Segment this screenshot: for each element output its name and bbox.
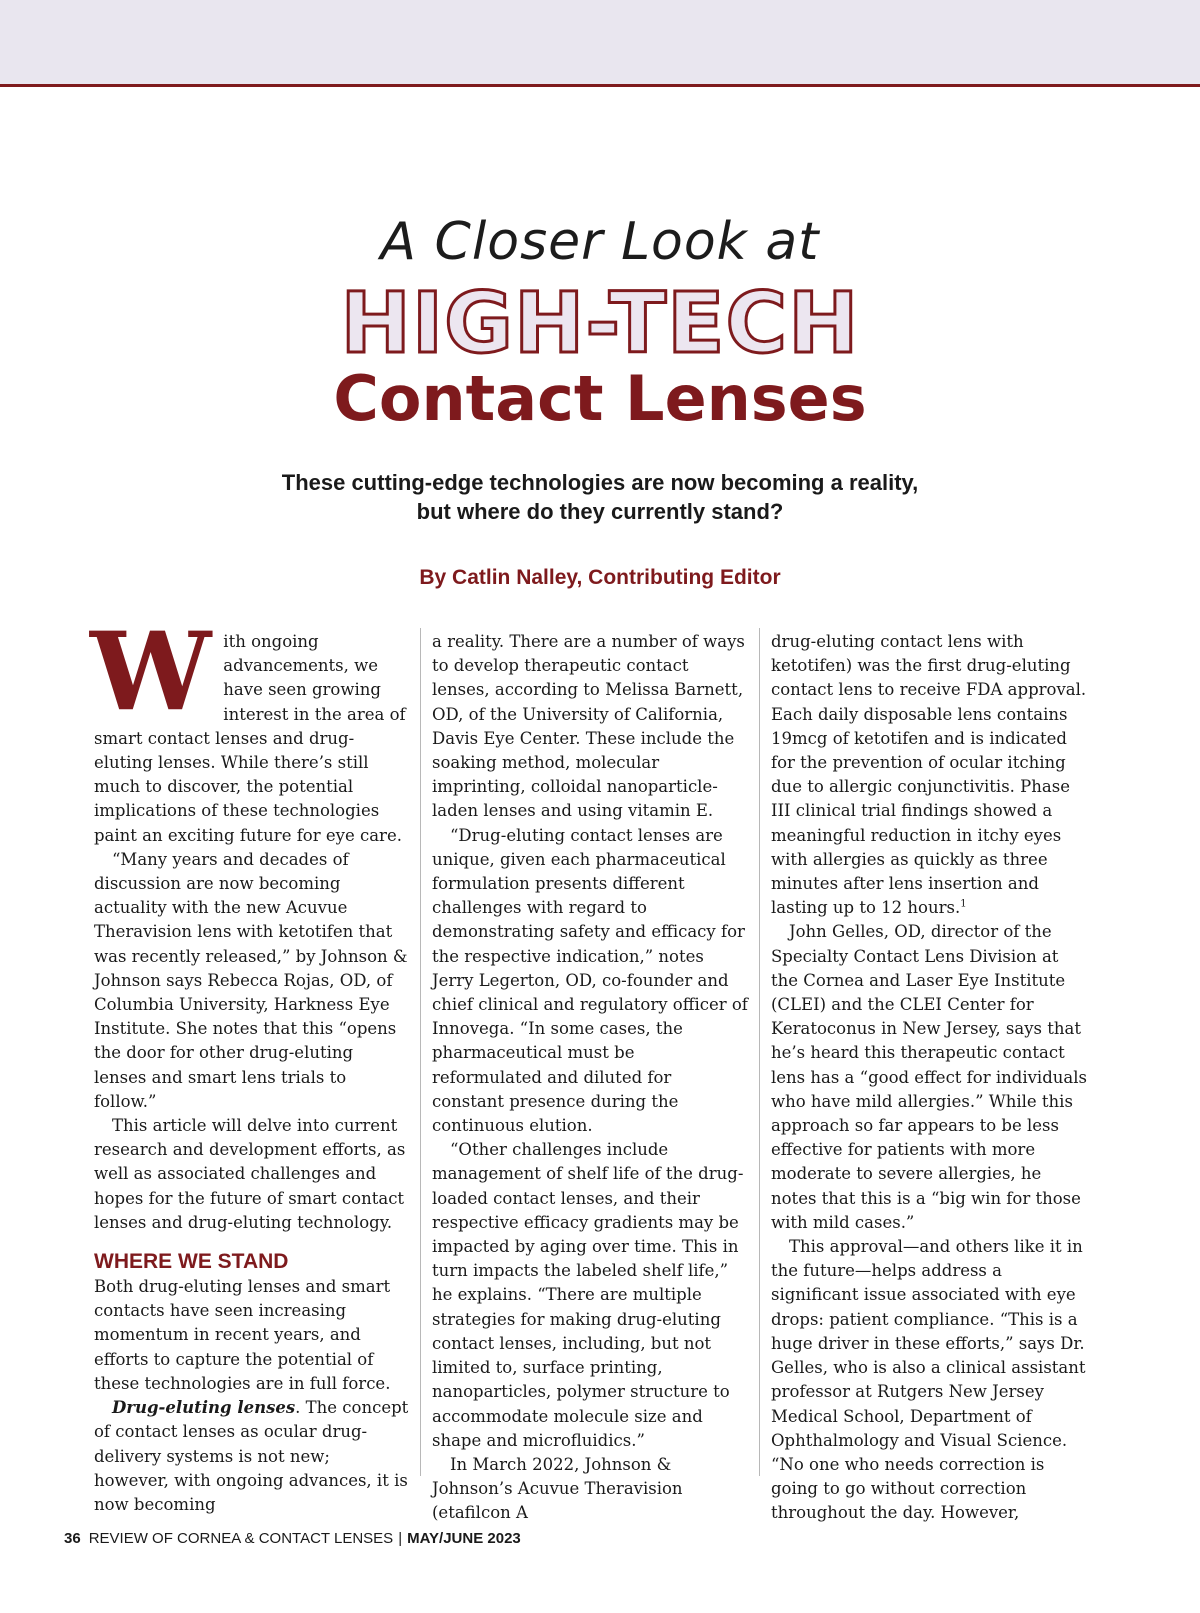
paragraph: “Many years and decades of discussion are now becoming actuality with the new Acuvue Theravision lens with ketotifen that was recently released,” by Johnson & Johnson says Rebecca Rojas, OD, of Columbia University, Harkness Eye Institute. She notes that this “opens the door for other drug-eluting lenses and smart lens trials to follow.”	[94, 849, 408, 1111]
paragraph: “Drug-eluting contact lenses are unique, given each pharmaceutical formulation presents different challenges with regard to demonstrating safety and efficacy for the respective indication,” notes Jerry Legerton, OD, co-founder and chief clinical and regulatory officer of Innovega. “In some cases, the pharmaceutical must be reformulated and diluted for constant presence during the continuous elution.	[432, 825, 748, 1136]
article-column-3	[771, 630, 1087, 1526]
issue-date: MAY/JUNE 2023	[407, 1530, 521, 1547]
paragraph: a reality. There are a number of ways to develop therapeutic contact lenses, according to Melissa Barnett, OD, of the University of California, Davis Eye Center. These include the soaking method, molecular imprinting, colloidal nanoparticle-laden lenses and using vitamin E.	[432, 632, 745, 821]
paragraph-text: . The concept of contact lenses as ocular drug-delivery systems is not new; however, with ongoing advances, it is now becoming	[94, 1398, 409, 1514]
column-rule	[420, 628, 421, 1476]
paragraph	[94, 1396, 410, 1517]
paragraph	[771, 630, 1087, 920]
headline-emphasis: HIGH-TECH	[340, 274, 860, 372]
deck-line-1: These cutting-edge technologies are now becoming a reality,	[281, 470, 919, 495]
section-heading: WHERE WE STAND	[94, 1250, 289, 1274]
headline-kicker: A Closer Look at	[380, 212, 820, 272]
page-number: 36	[64, 1530, 81, 1547]
paragraph	[90, 609, 410, 848]
paragraph: This article will delve into current research and development efforts, as well as associated challenges and hopes for the future of smart contact lenses and drug-eluting technology.	[94, 1116, 406, 1232]
paragraph: This approval—and others like it in the future—helps address a significant issue associated with eye drops: patient compliance. “This is a huge driver in these efforts,” says Dr. Gelles, who is also a clinical assistant professor at Rutgers New Jersey Medical School, Department of Ophthalmology and Visual Science. “No one who needs correction is going to go without correction throughout the day. However,	[771, 1237, 1086, 1523]
top-band	[0, 0, 1200, 87]
byline: By Catlin Nalley, Contributing Editor	[419, 566, 781, 589]
paragraph: John Gelles, OD, director of the Specialty Contact Lens Division at the Cornea and Laser Eye Institute (CLEI) and the CLEI Center for Keratoconus in New Jersey, says that he’s heard this therapeutic contact lens has a “good effect for individuals who have mild allergies.” While this approach so far appears to be less effective for patients with more moderate to severe allergies, he notes that this is a “big win for those with mild cases.”	[771, 922, 1087, 1232]
drop-cap: W	[90, 609, 212, 735]
publication-name: REVIEW OF CORNEA & CONTACT LENSES	[88, 1530, 394, 1547]
reference-marker: 1	[960, 898, 967, 910]
page-footer	[64, 1530, 521, 1547]
paragraph-text: ith ongoing advancements, we have seen growing interest in the area of smart contact lenses and drug-eluting lenses. While there’s still much to discover, the potential implications of these technologies paint an exciting future for eye care.	[94, 632, 406, 845]
article-column-2	[432, 630, 748, 1526]
paragraph: Both drug-eluting lenses and smart contacts have seen increasing momentum in recent years, and efforts to capture the potential of these technologies are in full force.	[94, 1277, 391, 1393]
deck-line-2: but where do they currently stand?	[416, 499, 784, 524]
article-column-1	[90, 609, 410, 1517]
paragraph-text: drug-eluting contact lens with ketotifen) was the first drug-eluting contact lens to receive FDA approval. Each daily disposable lens contains 19mcg of ketotifen and is indicated for the prevention of ocular itching due to allergic conjunctivitis. Phase III clinical trial findings showed a meaningful reduction in itchy eyes with allergies as quickly as three minutes after lens insertion and lasting up to 12 hours.	[771, 632, 1087, 918]
deck	[0, 468, 1200, 526]
footer-separator: |	[398, 1530, 403, 1547]
paragraph: In March 2022, Johnson & Johnson’s Acuvue Theravision (etafilcon A	[432, 1454, 683, 1523]
column-rule	[759, 628, 760, 1476]
run-in-heading: Drug-eluting lenses	[112, 1398, 296, 1418]
paragraph: “Other challenges include management of shelf life of the drug-loaded contact lenses, and their respective efficacy gradients may be impacted by aging over time. This in turn impacts the labeled shelf life,” he explains. “There are multiple strategies for making drug-eluting contact lenses, including, but not limited to, surface printing, nanoparticles, polymer structure to accommodate molecule size and shape and microfluidics.”	[432, 1140, 744, 1450]
headline-title: Contact Lenses	[333, 362, 867, 435]
